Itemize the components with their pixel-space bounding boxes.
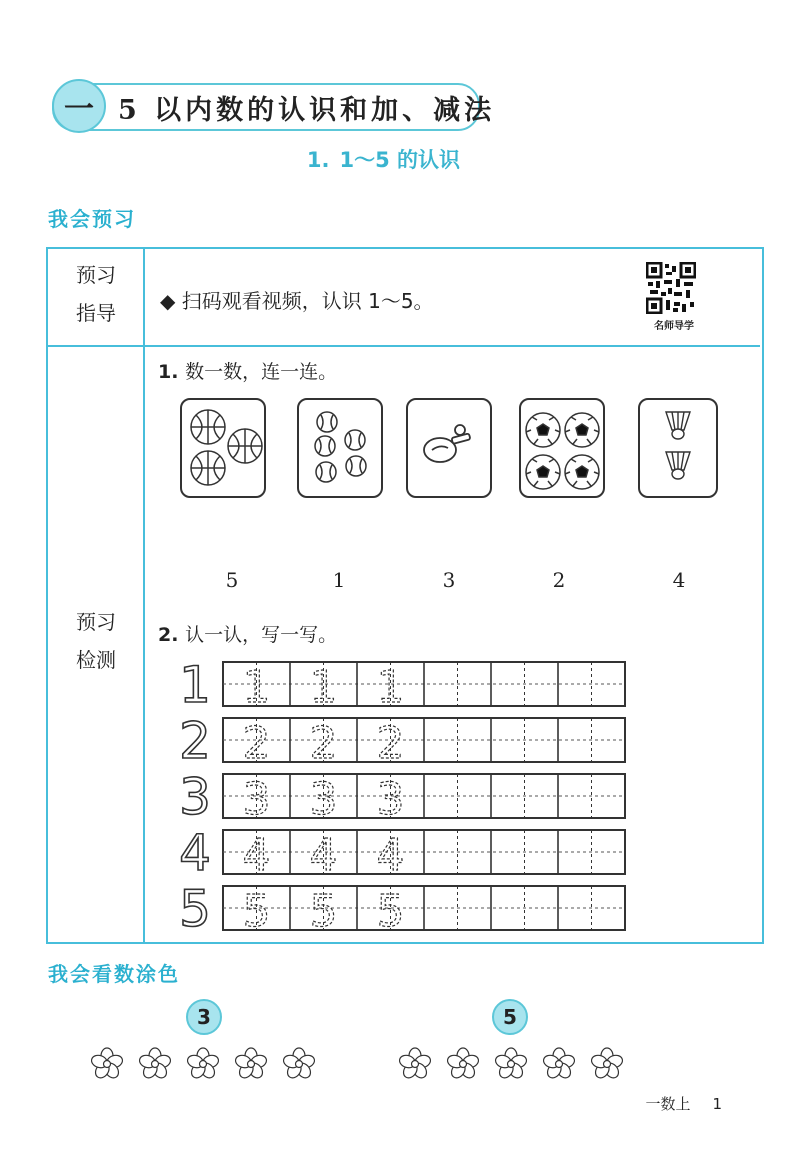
tracing-digit: 1 (376, 662, 405, 707)
question-2-number: 2. (158, 624, 179, 646)
footer-book: 一数上 (645, 1095, 691, 1113)
tracing-digit: 1 (309, 662, 338, 707)
flower-center (460, 1061, 467, 1068)
flower-center (104, 1061, 111, 1068)
flower-icon[interactable] (542, 1047, 576, 1081)
qr-code-icon[interactable] (646, 262, 696, 314)
flower-icon[interactable] (590, 1047, 624, 1081)
flower-icon[interactable] (282, 1047, 316, 1081)
question-1-text: 数一数，连一连。 (185, 361, 338, 383)
flower-icon[interactable] (446, 1047, 480, 1081)
writing-row[interactable] (222, 829, 626, 875)
chapter-title: 5 以内数的认识和加、减法 (118, 95, 496, 126)
tracing-digit: 4 (376, 830, 405, 875)
flower-center (604, 1061, 611, 1068)
flower-center (296, 1061, 303, 1068)
question-1 (158, 357, 337, 384)
test-label-line1: 预习 (76, 610, 116, 634)
flower-icon[interactable] (186, 1047, 220, 1081)
card-baseball[interactable] (297, 398, 383, 498)
tracing-digit: 5 (309, 886, 338, 931)
writing-row[interactable] (222, 885, 626, 931)
card-basketball[interactable] (180, 398, 266, 498)
soccer-ball-icon (521, 400, 603, 496)
tracing-digit: 2 (242, 718, 271, 763)
flower-icon[interactable] (90, 1047, 124, 1081)
flower-icon[interactable] (398, 1047, 432, 1081)
question-1-number: 1. (158, 361, 179, 383)
flower-center (200, 1061, 207, 1068)
digit-model-glyph: 5 (179, 883, 211, 931)
number-option[interactable]: 3 (442, 568, 456, 592)
flower-center (412, 1061, 419, 1068)
digit-model-glyph: 2 (179, 715, 211, 763)
flower-icon[interactable] (138, 1047, 172, 1081)
page-number: 1 (712, 1095, 722, 1113)
flower-icon[interactable] (234, 1047, 268, 1081)
basketball-icon (182, 400, 264, 496)
digit-model-5 (172, 883, 218, 931)
tracing-digit: 3 (242, 774, 271, 819)
card-soccer[interactable] (519, 398, 605, 498)
guide-label-line1: 预习 (76, 263, 116, 287)
writing-row[interactable] (222, 773, 626, 819)
test-label-line2: 检测 (76, 648, 116, 672)
tracing-digit: 4 (309, 830, 338, 875)
section-number: 1. (306, 148, 330, 172)
flower-center (508, 1061, 515, 1068)
question-2 (158, 620, 337, 647)
test-label (48, 603, 144, 679)
card-shuttlecock[interactable] (638, 398, 718, 498)
section-title (307, 144, 470, 174)
section-name: 1～5 的认识 (339, 148, 460, 172)
card-ping-pong[interactable] (406, 398, 492, 498)
tracing-digit: 5 (242, 886, 271, 931)
number-option[interactable]: 1 (332, 568, 346, 592)
guide-label-line2: 指导 (76, 301, 116, 325)
shuttlecock-icon (640, 400, 716, 496)
flower-icon[interactable] (494, 1047, 528, 1081)
table-divider-vertical (143, 249, 145, 942)
tracing-digit: 5 (376, 886, 405, 931)
tracing-digit: 3 (376, 774, 405, 819)
number-option[interactable]: 5 (225, 568, 239, 592)
preview-heading: 我会预习 (48, 207, 136, 231)
guide-label (48, 256, 144, 332)
tracing-digit: 1 (242, 662, 271, 707)
coloring-heading: 我会看数涂色 (48, 962, 180, 986)
baseball-icon (299, 400, 381, 496)
flower-center (556, 1061, 563, 1068)
ping-pong-paddle-icon (408, 400, 490, 496)
chapter-number: 一 (52, 79, 106, 133)
qr-label: 名师导学 (654, 321, 694, 332)
digit-model-1 (172, 659, 218, 707)
tracing-digit: 3 (309, 774, 338, 819)
table-divider-horizontal (48, 345, 760, 347)
digit-model-4 (172, 827, 218, 875)
coloring-number-badge: 5 (492, 999, 528, 1035)
tracing-digit: 2 (309, 718, 338, 763)
digit-model-glyph: 3 (179, 771, 211, 819)
page-footer (623, 1093, 722, 1114)
writing-row[interactable] (222, 717, 626, 763)
guide-text: ◆ 扫码观看视频，认识 1～5。 (160, 289, 434, 313)
number-option[interactable]: 2 (552, 568, 566, 592)
digit-model-3 (172, 771, 218, 819)
question-2-text: 认一认，写一写。 (185, 624, 338, 646)
coloring-number-badge: 3 (186, 999, 222, 1035)
writing-row[interactable] (222, 661, 626, 707)
flower-center (248, 1061, 255, 1068)
digit-model-glyph: 4 (179, 827, 211, 875)
tracing-digit: 2 (376, 718, 405, 763)
digit-model-glyph: 1 (179, 659, 211, 707)
digit-model-2 (172, 715, 218, 763)
number-option[interactable]: 4 (672, 568, 686, 592)
tracing-digit: 4 (242, 830, 271, 875)
flower-center (152, 1061, 159, 1068)
